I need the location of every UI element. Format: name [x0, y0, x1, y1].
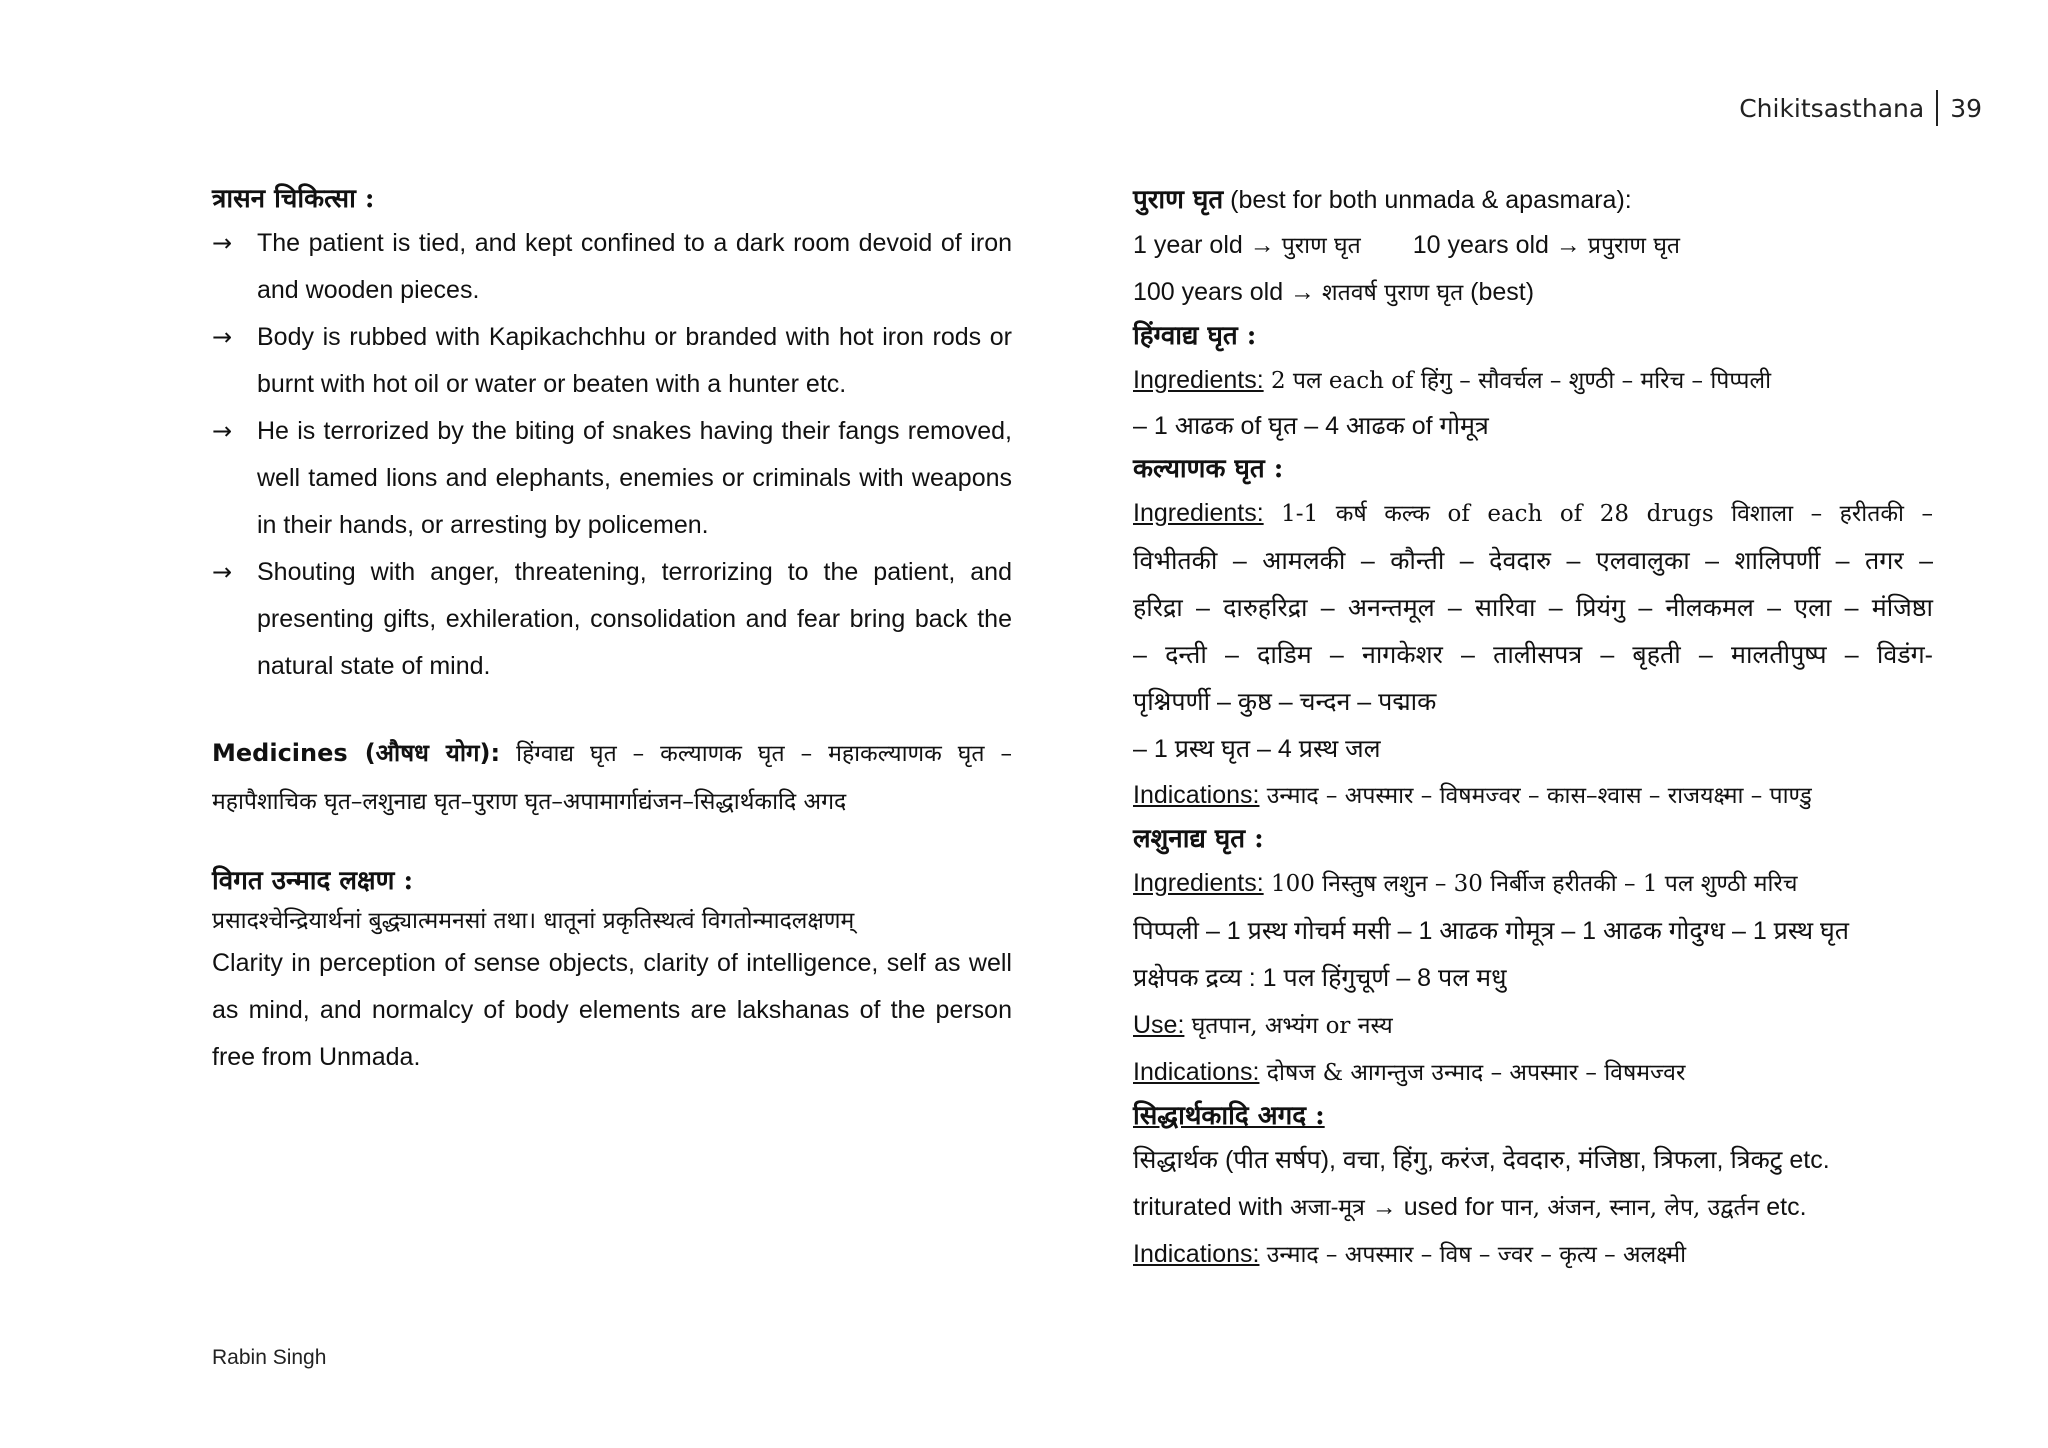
bullet-text: He is terrorized by the biting of snakes having their fangs removed, well tamed lions and elephants, enemies or criminals with weapons in their hands, or arresting by policemen. — [257, 417, 1012, 539]
lashunadya-ingredients-2: पिप्पली – 1 प्रस्थ गोचर्म मसी – 1 आढक गोमूत्र – 1 आढक गोदुग्ध – 1 प्रस्थ घृत — [1133, 917, 1850, 945]
arrow-icon: → — [212, 229, 233, 257]
siddharthakadi-indications-text: उन्माद – अपस्मार – विष – ज्वर – कृत्य – अलक्ष्मी — [1259, 1242, 1687, 1268]
siddharthakadi-line-1: सिद्धार्थक (पीत सर्षप), वचा, हिंगु, करंज, देवदारु, मंजिष्ठा, त्रिफला, त्रिकटु etc. — [1133, 1146, 1830, 1174]
kalyanaka-heading: कल्याणक घृत : — [1133, 454, 1284, 484]
arrow-icon: → — [212, 558, 233, 586]
indications-label: Indications: — [1133, 781, 1260, 809]
lashunadya-indications-text: दोषज & आगन्तुज उन्माद – अपस्मार – विषमज्वर — [1259, 1060, 1686, 1086]
lashunadya-indications — [1133, 1050, 1933, 1095]
list-item — [212, 314, 1012, 408]
purana-1yr-label: 1 year old → — [1133, 231, 1282, 259]
purana-100yr-label: 100 years old → — [1133, 278, 1322, 306]
trasana-bullet-list — [212, 220, 1012, 690]
bullet-text: The patient is tied, and kept confined to a dark room devoid of iron and wooden pieces. — [257, 229, 1012, 304]
purana-1yr-value: पुराण घृत — [1281, 233, 1361, 259]
page-header — [1739, 88, 1982, 128]
purana-10yr-label: 10 years old → — [1412, 231, 1588, 259]
kalyanaka-indications-text: उन्माद – अपस्मार – विषमज्वर – कास–श्वास – राजयक्ष्मा – पाण्डु — [1259, 783, 1812, 809]
kalyanaka-ingredients-5: पृश्निपर्णी – कुष्ठ – चन्दन – पद्माक — [1133, 688, 1437, 716]
medicines-text: हिंग्वाद्य घृत – कल्याणक घृत – महाकल्याणक घृत – महापैशाचिक घृत–लशुनाद्य घृत–पुराण घृत–अपामार्गाद्यंजन–सिद्धार्थकादि अगद — [212, 741, 1013, 815]
purana-line-1 — [1133, 222, 1933, 270]
right-column — [1133, 178, 1933, 1277]
arrow-icon: → — [212, 323, 233, 351]
hingvadya-heading: हिंग्वाद्य घृत : — [1133, 321, 1257, 351]
siddharthakadi-text-e: etc. — [1759, 1193, 1807, 1221]
siddharthakadi-text-a: triturated with — [1133, 1193, 1291, 1221]
lashunadya-ingredients-1 — [1133, 860, 1933, 908]
list-item — [212, 549, 1012, 690]
kalyanaka-ingredients-1 — [1133, 490, 1933, 538]
footer-author: Rabin Singh — [212, 1346, 327, 1369]
purana-title-suffix: (best for both unmada & apasmara): — [1223, 186, 1632, 214]
use-label: Use: — [1133, 1011, 1185, 1039]
purana-title: पुराण घृत — [1133, 185, 1224, 215]
purana-title-line — [1133, 178, 1933, 222]
hingvadya-ingredients-2: – 1 आढक of घृत – 4 आढक of गोमूत्र — [1133, 412, 1489, 440]
medicines-paragraph — [212, 730, 1012, 826]
vigata-heading: विगत उन्माद लक्षण : — [212, 866, 414, 896]
lashunadya-use — [1133, 1002, 1933, 1050]
ingredients-label: Ingredients: — [1133, 869, 1264, 897]
section-title: Chikitsasthana — [1739, 93, 1925, 123]
list-item — [212, 408, 1012, 549]
kalyanaka-ingredients-4: – दन्ती – दाडिम – नागकेशर – तालीसपत्र – बृहती – मालतीपुष्प – विडंग- — [1133, 641, 1933, 669]
kalyanaka-indications — [1133, 773, 1933, 818]
siddharthakadi-line-2 — [1133, 1184, 1933, 1232]
kalyanaka-ingredients-2: विभीतकी – आमलकी – कौन्ती – देवदारु – एलवालुका – शालिपर्णी – तगर – — [1133, 547, 1933, 575]
bullet-text: Shouting with anger, threatening, terrorizing to the patient, and presenting gifts, exhileration, consolidation and fear bring back the natural state of mind. — [257, 558, 1012, 680]
siddharthakadi-text-d: पान, अंजन, स्नान, लेप, उद्वर्तन — [1501, 1195, 1760, 1221]
indications-label: Indications: — [1133, 1058, 1260, 1086]
lashunadya-ingredients-text: 100 निस्तुष लशुन – 30 निर्बीज हरीतकी – 1 पल शुण्ठी मरिच — [1263, 871, 1798, 897]
hingvadya-ingredients-1 — [1133, 357, 1933, 404]
lashunadya-ingredients-3: प्रक्षेपक द्रव्य : 1 पल हिंगुचूर्ण – 8 पल मधु — [1133, 964, 1507, 992]
kalyanaka-ingredients-3: हरिद्रा – दारुहरिद्रा – अनन्तमूल – सारिवा – प्रियंगु – नीलकमल – एला – मंजिष्ठा — [1133, 594, 1933, 622]
purana-10yr-value: प्रपुराण घृत — [1587, 233, 1681, 259]
purana-100yr-tail: (best) — [1463, 278, 1535, 306]
ingredients-label: Ingredients: — [1133, 499, 1264, 527]
hingvadya-ingredients-text: 2 पल each of हिंगु – सौवर्चल – शुण्ठी – मरिच – पिप्पली — [1263, 368, 1772, 394]
ingredients-label: Ingredients: — [1133, 366, 1264, 394]
kalyanaka-ingredients-text: 1-1 कर्ष कल्क of each of 28 drugs विशाला – हरीतकी – — [1263, 501, 1933, 527]
lashunadya-heading: लशुनाद्य घृत : — [1133, 824, 1264, 854]
siddharthakadi-text-b: अजा-मूत्र — [1290, 1195, 1365, 1221]
indications-label: Indications: — [1133, 1240, 1260, 1268]
left-column — [212, 178, 1012, 1081]
arrow-icon: → — [212, 417, 233, 445]
vigata-shloka: प्रसादश्चेन्द्रियार्थनां बुद्ध्यात्ममनसां तथा। धातूनां प्रकृतिस्थत्वं विगतोन्मादलक्षणम् — [212, 908, 855, 934]
lashunadya-use-text: घृतपान, अभ्यंग or नस्य — [1184, 1013, 1393, 1039]
purana-line-2 — [1133, 270, 1933, 315]
medicines-label: Medicines (औषध योग): — [212, 739, 501, 767]
vigata-english: Clarity in perception of sense objects, clarity of intelligence, self as well as mind, and normalcy of body elements are lakshanas of the person free from Unmada. — [212, 949, 1012, 1071]
kalyanaka-ingredients-6: – 1 प्रस्थ घृत – 4 प्रस्थ जल — [1133, 735, 1381, 763]
siddharthakadi-text-c: → used for — [1364, 1193, 1502, 1221]
siddharthakadi-indications — [1133, 1232, 1933, 1277]
siddharthakadi-heading: सिद्धार्थकादि अगद : — [1133, 1101, 1325, 1131]
bullet-text: Body is rubbed with Kapikachchhu or branded with hot iron rods or burnt with hot oil or water or beaten with a hunter etc. — [257, 323, 1012, 398]
trasana-heading: त्रासन चिकित्सा : — [212, 184, 375, 214]
list-item — [212, 220, 1012, 314]
page-number: 39 — [1950, 93, 1982, 123]
purana-100yr-value: शतवर्ष पुराण घृत — [1322, 280, 1464, 306]
